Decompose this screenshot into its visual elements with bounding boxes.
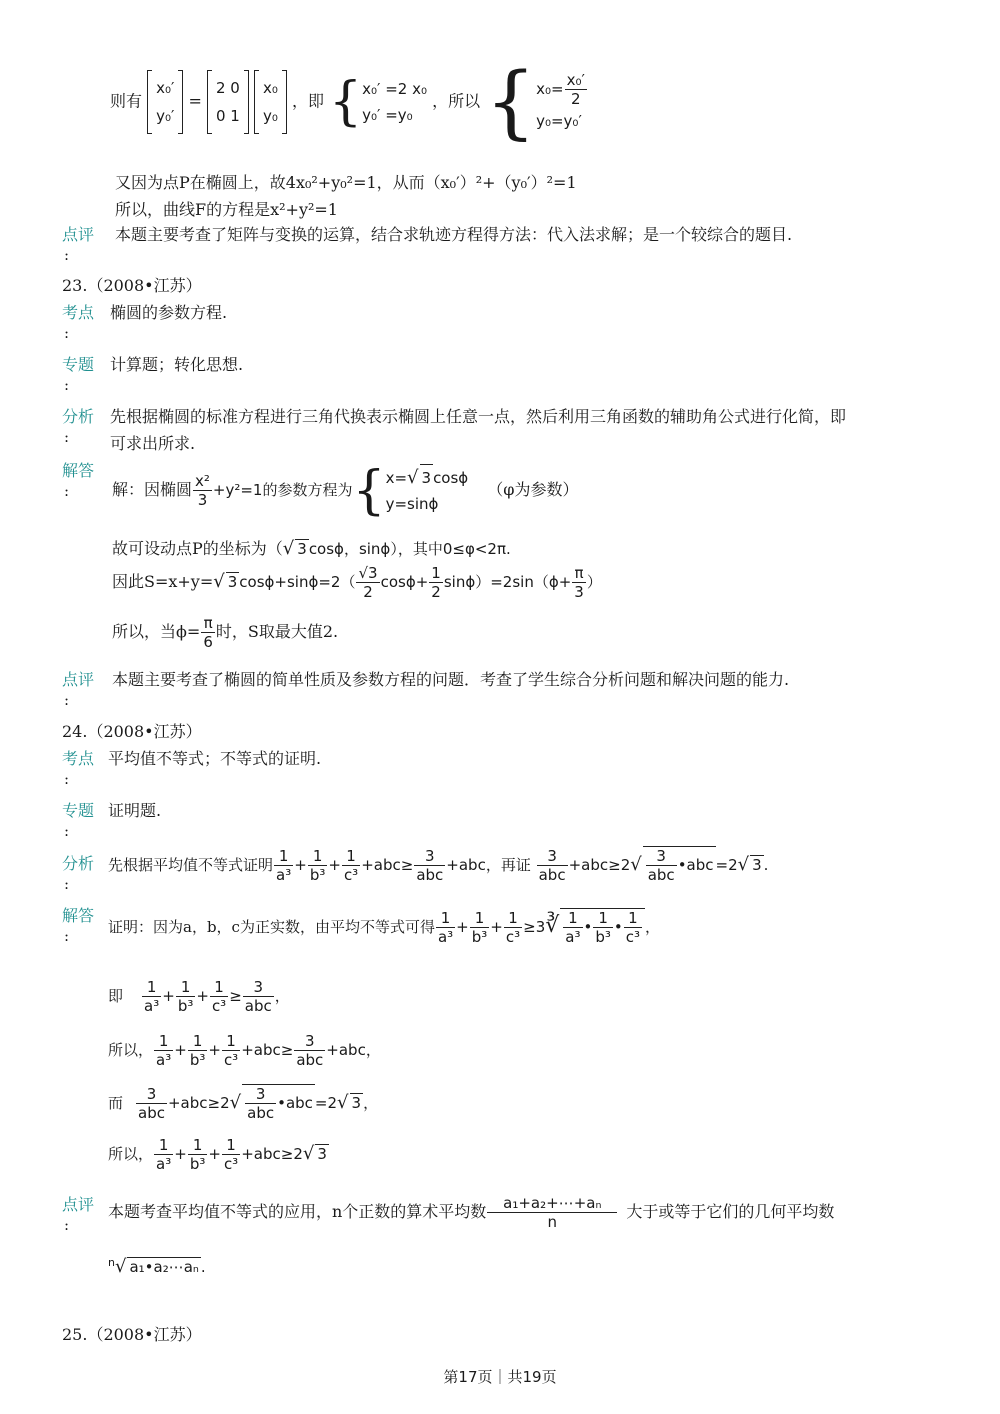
sqrt-icon: √: [302, 1143, 315, 1164]
q24-fenxi-label: 分析: [62, 854, 95, 873]
q23-kaodian-text: 椭圆的参数方程.: [110, 303, 228, 322]
system-2: x₀= $\frac{\text{x₀′}}{2}$ y₀=y₀′: [536, 70, 585, 130]
sqrt-icon: √: [229, 1092, 242, 1113]
q22-line2: 所以，曲线F的方程是x²+y²=1: [115, 200, 338, 219]
q23-kaodian-label: 考点: [62, 303, 95, 322]
q22-line1: 又因为点P在椭圆上，故4x₀²+y₀²=1，从而（x₀′）²+（y₀′）²=1: [115, 173, 577, 192]
label-colon: :: [64, 482, 70, 500]
matrix-a: x₀′ y₀′: [147, 70, 183, 134]
sep-1: ，即: [291, 91, 324, 111]
sqrt-icon: √: [213, 571, 225, 592]
q24-kaodian-label: 考点: [62, 749, 95, 768]
equals-sign: =: [188, 91, 202, 111]
matrix-b: 2 0 0 1: [207, 70, 249, 134]
q24-kaodian-text: 平均值不等式；不等式的证明.: [108, 749, 322, 768]
q24-zhuanti-text: 证明题.: [108, 801, 162, 820]
label-colon: :: [64, 770, 70, 788]
sep-2: ，所以: [432, 91, 481, 111]
q23-fenxi-label: 分析: [62, 407, 95, 426]
q24-review-line1: 本题考查平均值不等式的应用，n个正数的算术平均数 $\frac{\text{a₁+a₂+⋯+aₙ}}{n}$ 大于或等于它们的几何平均数: [108, 1194, 835, 1231]
q24-review-line2: $^n$√ a₁•a₂⋯aₙ .: [108, 1256, 206, 1277]
q23-review-text: 本题主要考查了椭圆的简单性质及参数方程的问题．考查了学生综合分析问题和解决问题的能力.: [112, 670, 790, 689]
sqrt-icon: √: [282, 538, 295, 559]
q24-heading: 24.（2008•江苏）: [62, 722, 202, 741]
matrix-c: x₀ y₀: [254, 70, 287, 134]
label-colon: :: [64, 822, 70, 840]
sqrt-icon: √: [337, 1092, 349, 1113]
sqrt-icon: √: [737, 854, 750, 875]
sqrt-icon: √: [407, 467, 419, 488]
sqrt-icon: √: [630, 854, 642, 875]
q25-heading: 25.（2008•江苏）: [62, 1325, 202, 1344]
label-colon: :: [64, 1216, 70, 1234]
q24-fenxi-line: 先根据平均值不等式证明 $\frac{1}{\text{a³}}$ + $\frac{1}{\text{b³}}$ + $\frac{1}{\text{c³}}$ +abc≥ $\frac{3}{\text{abc}}$ +abc，再证 $\frac{3}{\text{abc}}$ +abc≥2√ $\frac{3}{\text{abc}}$ •abc =2√ 3 .: [108, 847, 769, 884]
q22-review-text: 本题主要考查了矩阵与变换的运算，结合求轨迹方程得方法：代入法求解；是一个较综合的题目.: [115, 225, 793, 244]
brace-icon: {: [352, 460, 386, 521]
q24-review-label: 点评: [62, 1195, 95, 1214]
cube-root-icon: ∛: [545, 913, 560, 938]
label-colon: :: [64, 376, 70, 394]
label-colon: :: [64, 428, 70, 446]
system-1: x₀′ =2 x₀ y₀′ =y₀: [362, 80, 427, 124]
q23-solution-line4: 所以，当ϕ= $\frac{\pi}{6}$ 时，S取最大值2.: [112, 614, 339, 651]
q24-solution-line1: 证明：因为a，b，c为正实数，由平均不等式可得 $\frac{1}{\text{a³}}$ + $\frac{1}{\text{b³}}$ + $\frac{1}{\text{c³}}$ ≥3∛ $\frac{1}{\text{a³}}$ • $\frac{1}{\text{b³}}$ • $\frac{1}{\text{c³}}$ ，: [108, 909, 661, 946]
q24-solution-line5: 所以， $\frac{1}{\text{a³}}$ + $\frac{1}{\text{b³}}$ + $\frac{1}{\text{c³}}$ +abc≥2√ 3: [108, 1136, 327, 1173]
label-colon: :: [64, 246, 70, 264]
q23-review-label: 点评: [62, 670, 95, 689]
q24-jieda-label: 解答: [62, 906, 95, 925]
q24-solution-line2: 即 $\frac{1}{\text{a³}}$ + $\frac{1}{\text{b³}}$ + $\frac{1}{\text{c³}}$ ≥ $\frac{3}{\text{abc}}$ ，: [108, 978, 290, 1015]
q24-solution-line3: 所以， $\frac{1}{\text{a³}}$ + $\frac{1}{\text{b³}}$ + $\frac{1}{\text{c³}}$ +abc≥ $\frac{3}{\text{abc}}$ +abc，: [108, 1032, 381, 1069]
label-colon: :: [64, 927, 70, 945]
q23-heading: 23.（2008•江苏）: [62, 276, 202, 295]
q23-fenxi-line1: 先根据椭圆的标准方程进行三角代换表示椭圆上任意一点，然后利用三角函数的辅助角公式进行化简，即: [110, 407, 847, 426]
label-colon: :: [64, 324, 70, 342]
q22-review-label: 点评: [62, 225, 95, 244]
q23-fenxi-line2: 可求出所求.: [110, 434, 196, 453]
q23-solution-line2: 故可设动点P的坐标为（√ 3 cosϕ，sinϕ），其中0≤φ<2π.: [112, 538, 511, 559]
page-footer: 第17页｜共19页: [443, 1368, 557, 1386]
q23-jieda-label: 解答: [62, 461, 95, 480]
matrix-equation-line: [110, 55, 588, 148]
brace-icon: {: [485, 55, 537, 148]
label-colon: :: [64, 875, 70, 893]
q23-zhuanti-label: 专题: [62, 355, 95, 374]
brace-icon: {: [329, 72, 363, 132]
matrix-prefix: 则有: [110, 91, 143, 111]
q24-solution-line4: 而 $\frac{3}{\text{abc}}$ +abc≥2√ $\frac{3}{\text{abc}}$ •abc =2√ 3 ，: [108, 1085, 379, 1122]
q23-zhuanti-text: 计算题；转化思想.: [110, 355, 244, 374]
q24-zhuanti-label: 专题: [62, 801, 95, 820]
q23-solution-line3: 因此S=x+y=√ 3 cosϕ+sinϕ=2（ $\frac{√3}{2}$ cosϕ+ $\frac{1}{2}$ sinϕ）=2sin（ϕ+ $\frac{\pi}{3}$ ）: [112, 564, 602, 601]
label-colon: :: [64, 691, 70, 709]
q23-solution-line1: 解：因椭圆 $\frac{\text{x²}}{3}$ +y²=1的参数方程为{x=√ 3 cosϕ y=sinϕ （φ为参数）: [112, 460, 579, 521]
nth-root-icon: √: [114, 1256, 127, 1277]
